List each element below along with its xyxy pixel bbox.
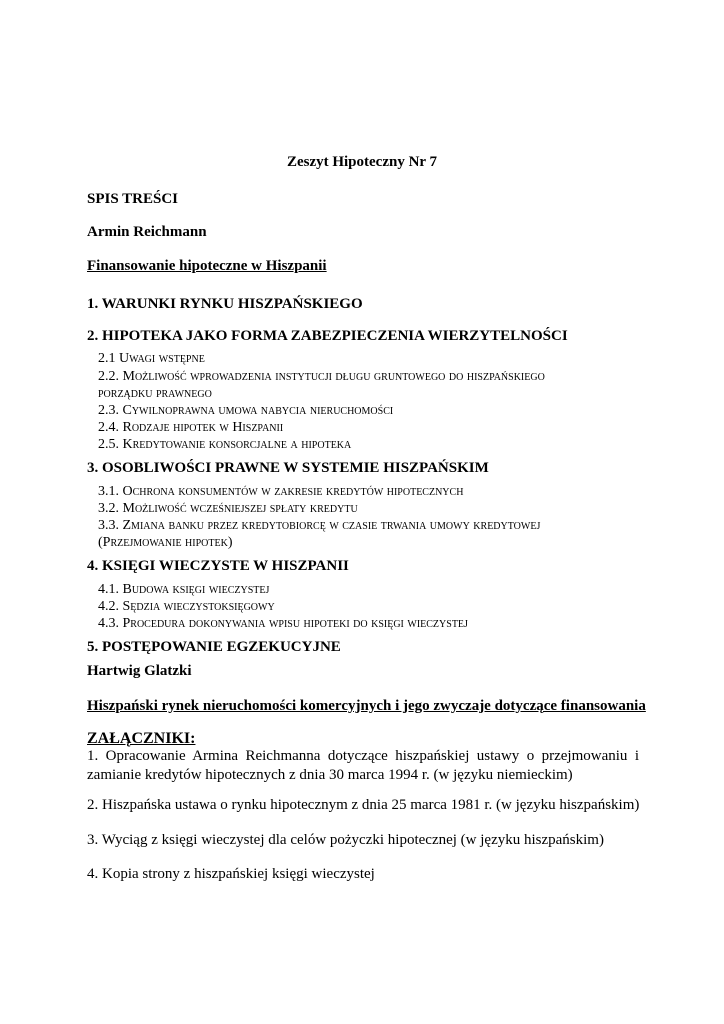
work-title: Hiszpański rynek nieruchomości komercyjnych i jego zwyczaje dotyczące finansowania [87, 698, 646, 714]
subsection-item: 2.4. Rodzaje hipotek w Hiszpanii [98, 420, 284, 435]
subsection-item: 2.3. Cywilnoprawna umowa nabycia nieruchomości [98, 403, 394, 418]
subsection-item: 4.2. Sędzia wieczystoksięgowy [98, 599, 275, 614]
section-heading: 4. KSIĘGI WIECZYSTE W HISZPANII [87, 558, 349, 574]
author-name: Hartwig Glatzki [87, 663, 192, 679]
section-heading: 2. HIPOTEKA JAKO FORMA ZABEZPIECZENIA WIERZYTELNOŚCI [87, 328, 568, 344]
attachment-item: 3. Wyciąg z księgi wieczystej dla celów pożyczki hipotecznej (w języku hiszpańskim) [87, 832, 604, 848]
subsection-item: (Przejmowanie hipotek) [98, 535, 233, 550]
subsection-item: 2.2. Możliwość wprowadzenia instytucji długu gruntowego do hiszpańskiego [98, 369, 545, 384]
section-heading: 3. OSOBLIWOŚCI PRAWNE W SYSTEMIE HISZPAŃSKIM [87, 460, 489, 476]
author-name: Armin Reichmann [87, 224, 207, 240]
section-heading: 5. POSTĘPOWANIE EGZEKUCYJNE [87, 639, 341, 655]
attachments-heading: ZAŁĄCZNIKI: [87, 730, 196, 747]
toc-heading: SPIS TREŚCI [87, 191, 179, 207]
subsection-item: 4.3. Procedura dokonywania wpisu hipoteki do księgi wieczystej [98, 616, 468, 631]
subsection-item: porządku prawnego [98, 386, 212, 401]
subsection-item: 4.1. Budowa księgi wieczystej [98, 582, 270, 597]
subsection-item: 3.2. Możliwość wcześniejszej spłaty kredytu [98, 501, 358, 516]
attachment-item: 1. Opracowanie Armina Reichmanna dotyczące hiszpańskiej ustawy o przejmowaniu i zamianie kredytów hipotecznych z dnia 30 marca 1994 r. (w języku niemieckim) [87, 748, 639, 783]
subsection-item: 3.3. Zmiana banku przez kredytobiorcę w czasie trwania umowy kredytowej [98, 518, 541, 533]
section-heading: 1. WARUNKI RYNKU HISZPAŃSKIEGO [87, 296, 363, 312]
attachment-item: 4. Kopia strony z hiszpańskiej księgi wieczystej [87, 866, 375, 882]
document-title: Zeszyt Hipoteczny Nr 7 [286, 154, 438, 170]
attachment-item: 2. Hiszpańska ustawa o rynku hipotecznym z dnia 25 marca 1981 r. (w języku hiszpańskim) [87, 797, 640, 813]
subsection-item: 3.1. Ochrona konsumentów w zakresie kredytów hipotecznych [98, 484, 464, 499]
subsection-item: 2.1 Uwagi wstępne [98, 351, 205, 366]
work-title: Finansowanie hipoteczne w Hiszpanii [87, 258, 327, 274]
subsection-item: 2.5. Kredytowanie konsorcjalne a hipoteka [98, 437, 352, 452]
